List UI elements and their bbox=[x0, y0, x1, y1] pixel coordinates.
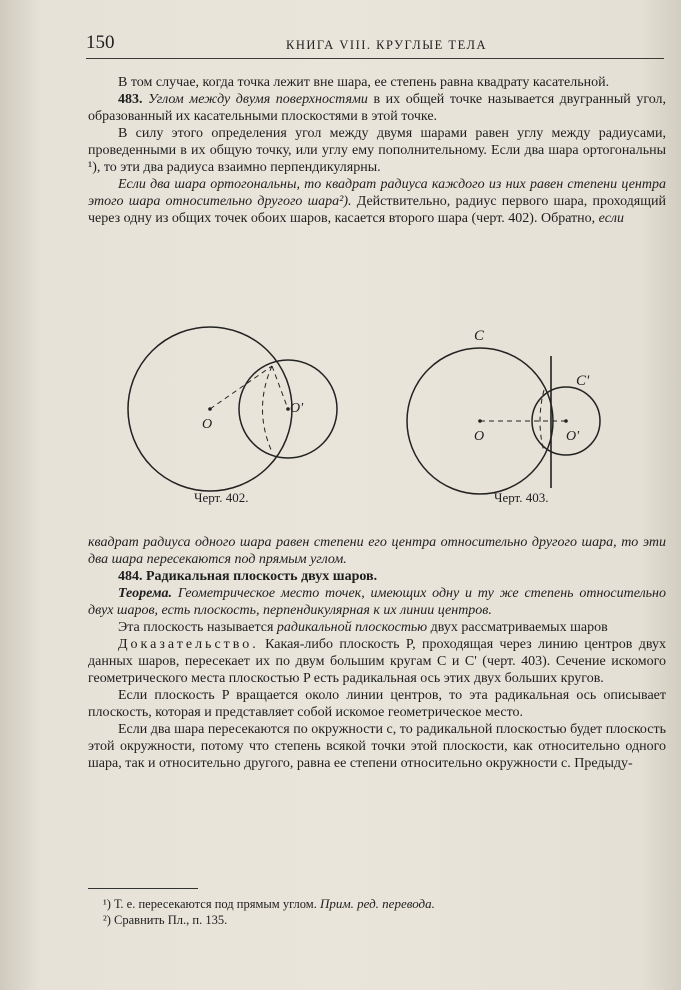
figures-row bbox=[88, 318, 666, 518]
fig402-radius-second bbox=[272, 366, 288, 409]
fig402-hidden-arc bbox=[263, 366, 273, 452]
term-radical-plane: радикальной плоскостью bbox=[276, 620, 428, 635]
paragraph-power-outside: В том случае, когда точка лежит вне шара, ее степень равна квадрату касательной. bbox=[118, 75, 610, 90]
section-number-484: 484. bbox=[118, 569, 143, 584]
proof-orthogonal: Действительно, радиус первого шара, проходящий через одну из общих точек обоих шаров, касается второго шара (черт. 402). Обратно, bbox=[88, 194, 666, 226]
fig403-point-o2 bbox=[564, 419, 568, 423]
fig403-label-c2: C' bbox=[576, 373, 590, 389]
section-title-484: Радикальная плоскость двух шаров. bbox=[146, 569, 378, 584]
theorem-text: Геометрическое место точек, имеющих одну и ту же степень относительно двух шаров, есть плоскость, перпендикулярная к их линии центров. bbox=[88, 586, 666, 618]
fig402-label-o2: O' bbox=[290, 401, 304, 416]
radical-plane-text-b: двух рассматриваемых шаров bbox=[430, 620, 608, 635]
term-angle-surfaces: Углом между двумя поверхностями bbox=[148, 92, 368, 107]
page-number: 150 bbox=[86, 32, 115, 53]
section-number-483: 483. bbox=[118, 92, 143, 107]
section-484-heading bbox=[88, 568, 666, 585]
running-head: КНИГА VIII. КРУГЛЫЕ ТЕЛА bbox=[286, 38, 488, 52]
theorem bbox=[88, 585, 666, 619]
proof-text: Какая-либо плоскость P, проходящая через линию центров двух данных шаров, пересекает их по двум большим кругам C и C' (черт. 403). Сечение искомого геометрического места плоскостью P есть радикальная ось этих двух больших кругов. bbox=[88, 637, 666, 686]
fig403-label-c: C bbox=[474, 328, 485, 344]
paragraph-radical-plane bbox=[88, 619, 666, 636]
text-block-bottom bbox=[88, 534, 666, 772]
radical-plane-text-a: Эта плоскость называется bbox=[118, 620, 274, 635]
text-block-top bbox=[88, 74, 666, 227]
footnote-2 bbox=[103, 913, 227, 928]
fig403-label-o: O bbox=[474, 429, 485, 444]
definition-text: в их общей точке называется двугранный угол, образованный их касательными плоскостями в этой точке. bbox=[88, 92, 667, 124]
converse-statement: квадрат радиуса одного шара равен степени его центра относительно другого шара, то эти два шара пересекаются под прямым углом. bbox=[88, 535, 666, 567]
footnote-1-note: Прим. ред. перевода. bbox=[319, 896, 435, 911]
paragraph-483 bbox=[88, 91, 666, 125]
footnote-1 bbox=[103, 896, 435, 912]
page-header bbox=[86, 30, 664, 59]
footnote-1-mark: ¹) bbox=[103, 897, 111, 911]
theorem-label: Теорема. bbox=[118, 586, 173, 601]
fig402-label-o: O bbox=[202, 417, 213, 432]
paragraph-angle-spheres: В силу этого определения угол между двумя шарами равен углу между радиусами, проведенными в их общую точку, или углу ему пополнительному. Если два шара ортогональны ¹), то эти два радиуса взаимно перпендикулярны. bbox=[88, 126, 666, 175]
paragraph-orthogonal bbox=[88, 176, 666, 227]
footnote-separator bbox=[88, 888, 198, 889]
fig402-point-o bbox=[208, 407, 212, 411]
caption-fig403: Черт. 403. bbox=[494, 490, 549, 505]
paragraph-rotation: Если плоскость P вращается около линии центров, то эта радикальная ось описывает плоскость, которая и представляет собой искомое геометрическое место. bbox=[88, 688, 666, 720]
footnote-2-mark: ²) bbox=[103, 913, 111, 927]
figures-drawing bbox=[88, 318, 666, 518]
paragraph-intersecting: Если два шара пересекаются по окружности c, то радикальной плоскостью будет плоскость этой окружности, потому что степень всякой точки этой плоскости, как относительно одного шара, так и относительно другого, равна ее степени относительно окружности c. Предыду- bbox=[88, 722, 666, 771]
proof-paragraph bbox=[88, 636, 666, 687]
statement-converse-start: если bbox=[598, 211, 625, 226]
footnote-1-text: Т. е. пересекаются под прямым углом. bbox=[114, 897, 317, 911]
footnote-2-text: Сравнить Пл., п. 135. bbox=[114, 913, 228, 927]
proof-label: Доказательство. bbox=[118, 637, 259, 652]
fig403-point-o bbox=[478, 419, 482, 423]
statement-orthogonal: Если два шара ортогональны, то квадрат радиуса каждого из них равен степени центра этого шара относительно другого шара²). bbox=[88, 177, 666, 209]
fig403-label-o2: O' bbox=[566, 429, 580, 444]
caption-fig402: Черт. 402. bbox=[194, 490, 249, 505]
